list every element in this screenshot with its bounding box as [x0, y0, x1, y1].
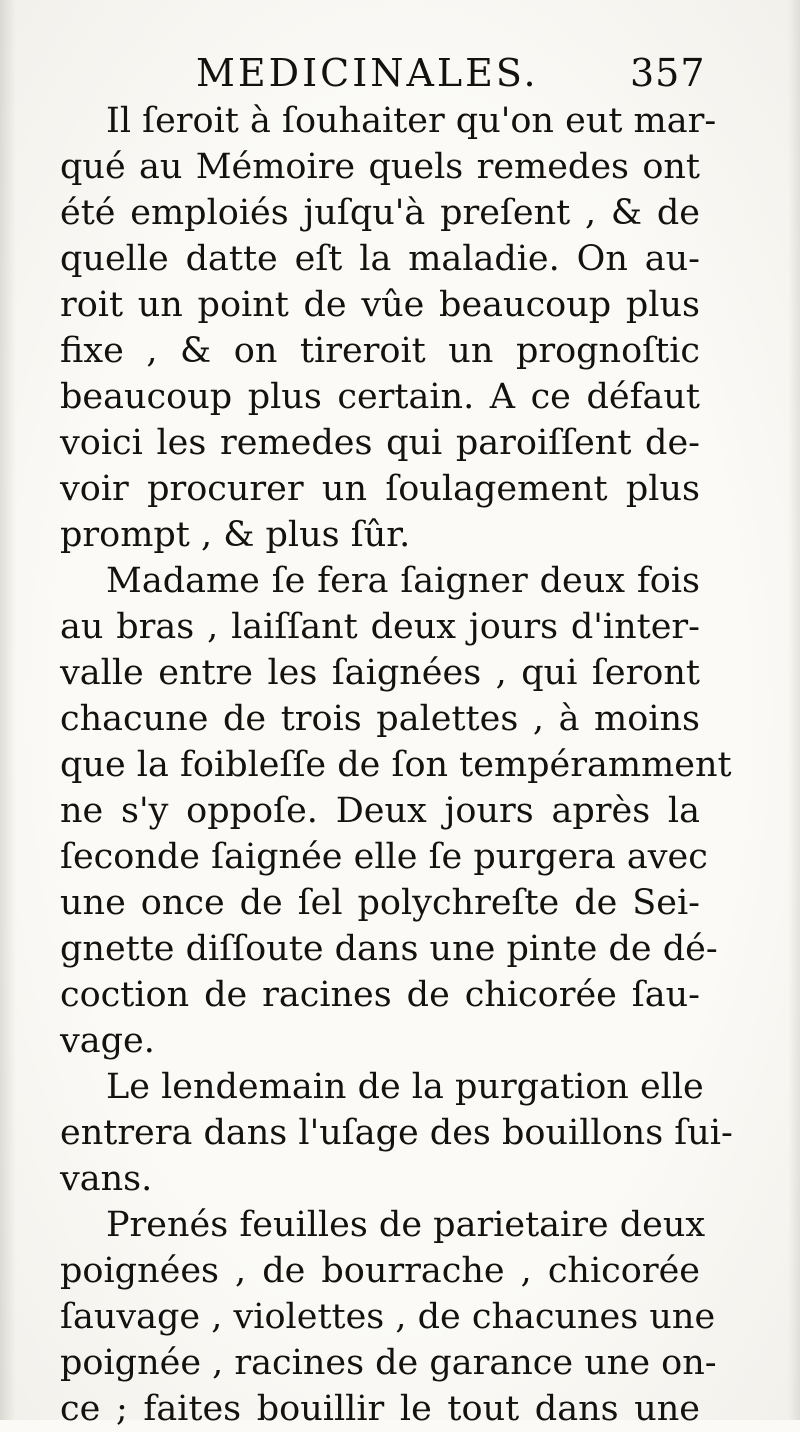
text-line: voir procurer un ſoulagement plus [60, 469, 700, 509]
body-text [60, 98, 733, 1432]
page-number: 357 [630, 51, 706, 95]
text-line: valle entre les ſaignées , qui ſeront [60, 653, 700, 693]
text-line: Il ſeroit à ſouhaiter qu'on eut mar- [106, 101, 717, 141]
page-edge-shadow-right [788, 0, 800, 1420]
text-line: vage. [60, 1021, 155, 1061]
text-line: roit un point de vûe beaucoup plus [60, 285, 700, 325]
text-line: chacune de trois palettes , à moins [60, 699, 700, 739]
text-line: gnette diſſoute dans une pinte de dé- [60, 929, 718, 969]
text-line: Le lendemain de la purgation elle [106, 1067, 704, 1107]
text-line: que la foibleſſe de ſon tempéramment [60, 745, 732, 785]
text-line: au bras , laiſſant deux jours d'inter- [60, 607, 700, 647]
text-line: poignée , racines de garance une on- [60, 1343, 717, 1383]
text-line: beaucoup plus certain. A ce défaut [60, 377, 700, 417]
text-line: poignées , de bourrache , chicorée [60, 1251, 700, 1291]
text-line: quelle datte eſt la maladie. On au- [60, 239, 700, 279]
page-edge-shadow-left [0, 0, 16, 1420]
text-line: fixe , & on tireroit un prognoſtic [60, 331, 700, 371]
text-line: vans. [60, 1159, 153, 1199]
text-line: ſeconde ſaignée elle ſe purgera avec [60, 837, 708, 877]
text-line: Madame ſe fera ſaigner deux fois [106, 561, 700, 601]
running-head [0, 48, 800, 98]
text-line: ſauvage , violettes , de chacunes une [60, 1297, 716, 1337]
text-line: été emploiés juſqu'à preſent , & de [60, 193, 700, 233]
text-line: ne s'y oppoſe. Deux jours après la [60, 791, 700, 831]
text-line: coction de racines de chicorée ſau- [60, 975, 700, 1015]
text-line: Prenés feuilles de parietaire deux [106, 1205, 706, 1245]
text-line: ce ; faites bouillir le tout dans une [60, 1389, 700, 1429]
text-line: entrera dans l'uſage des bouillons ſui- [60, 1113, 733, 1153]
running-title: MEDICINALES. [196, 51, 539, 95]
text-line: voici les remedes qui paroiſſent de- [60, 423, 700, 463]
text-line: prompt , & plus ſûr. [60, 515, 411, 555]
text-line: une once de ſel polychreſte de Sei- [60, 883, 700, 923]
text-line: qué au Mémoire quels remedes ont [60, 147, 700, 187]
